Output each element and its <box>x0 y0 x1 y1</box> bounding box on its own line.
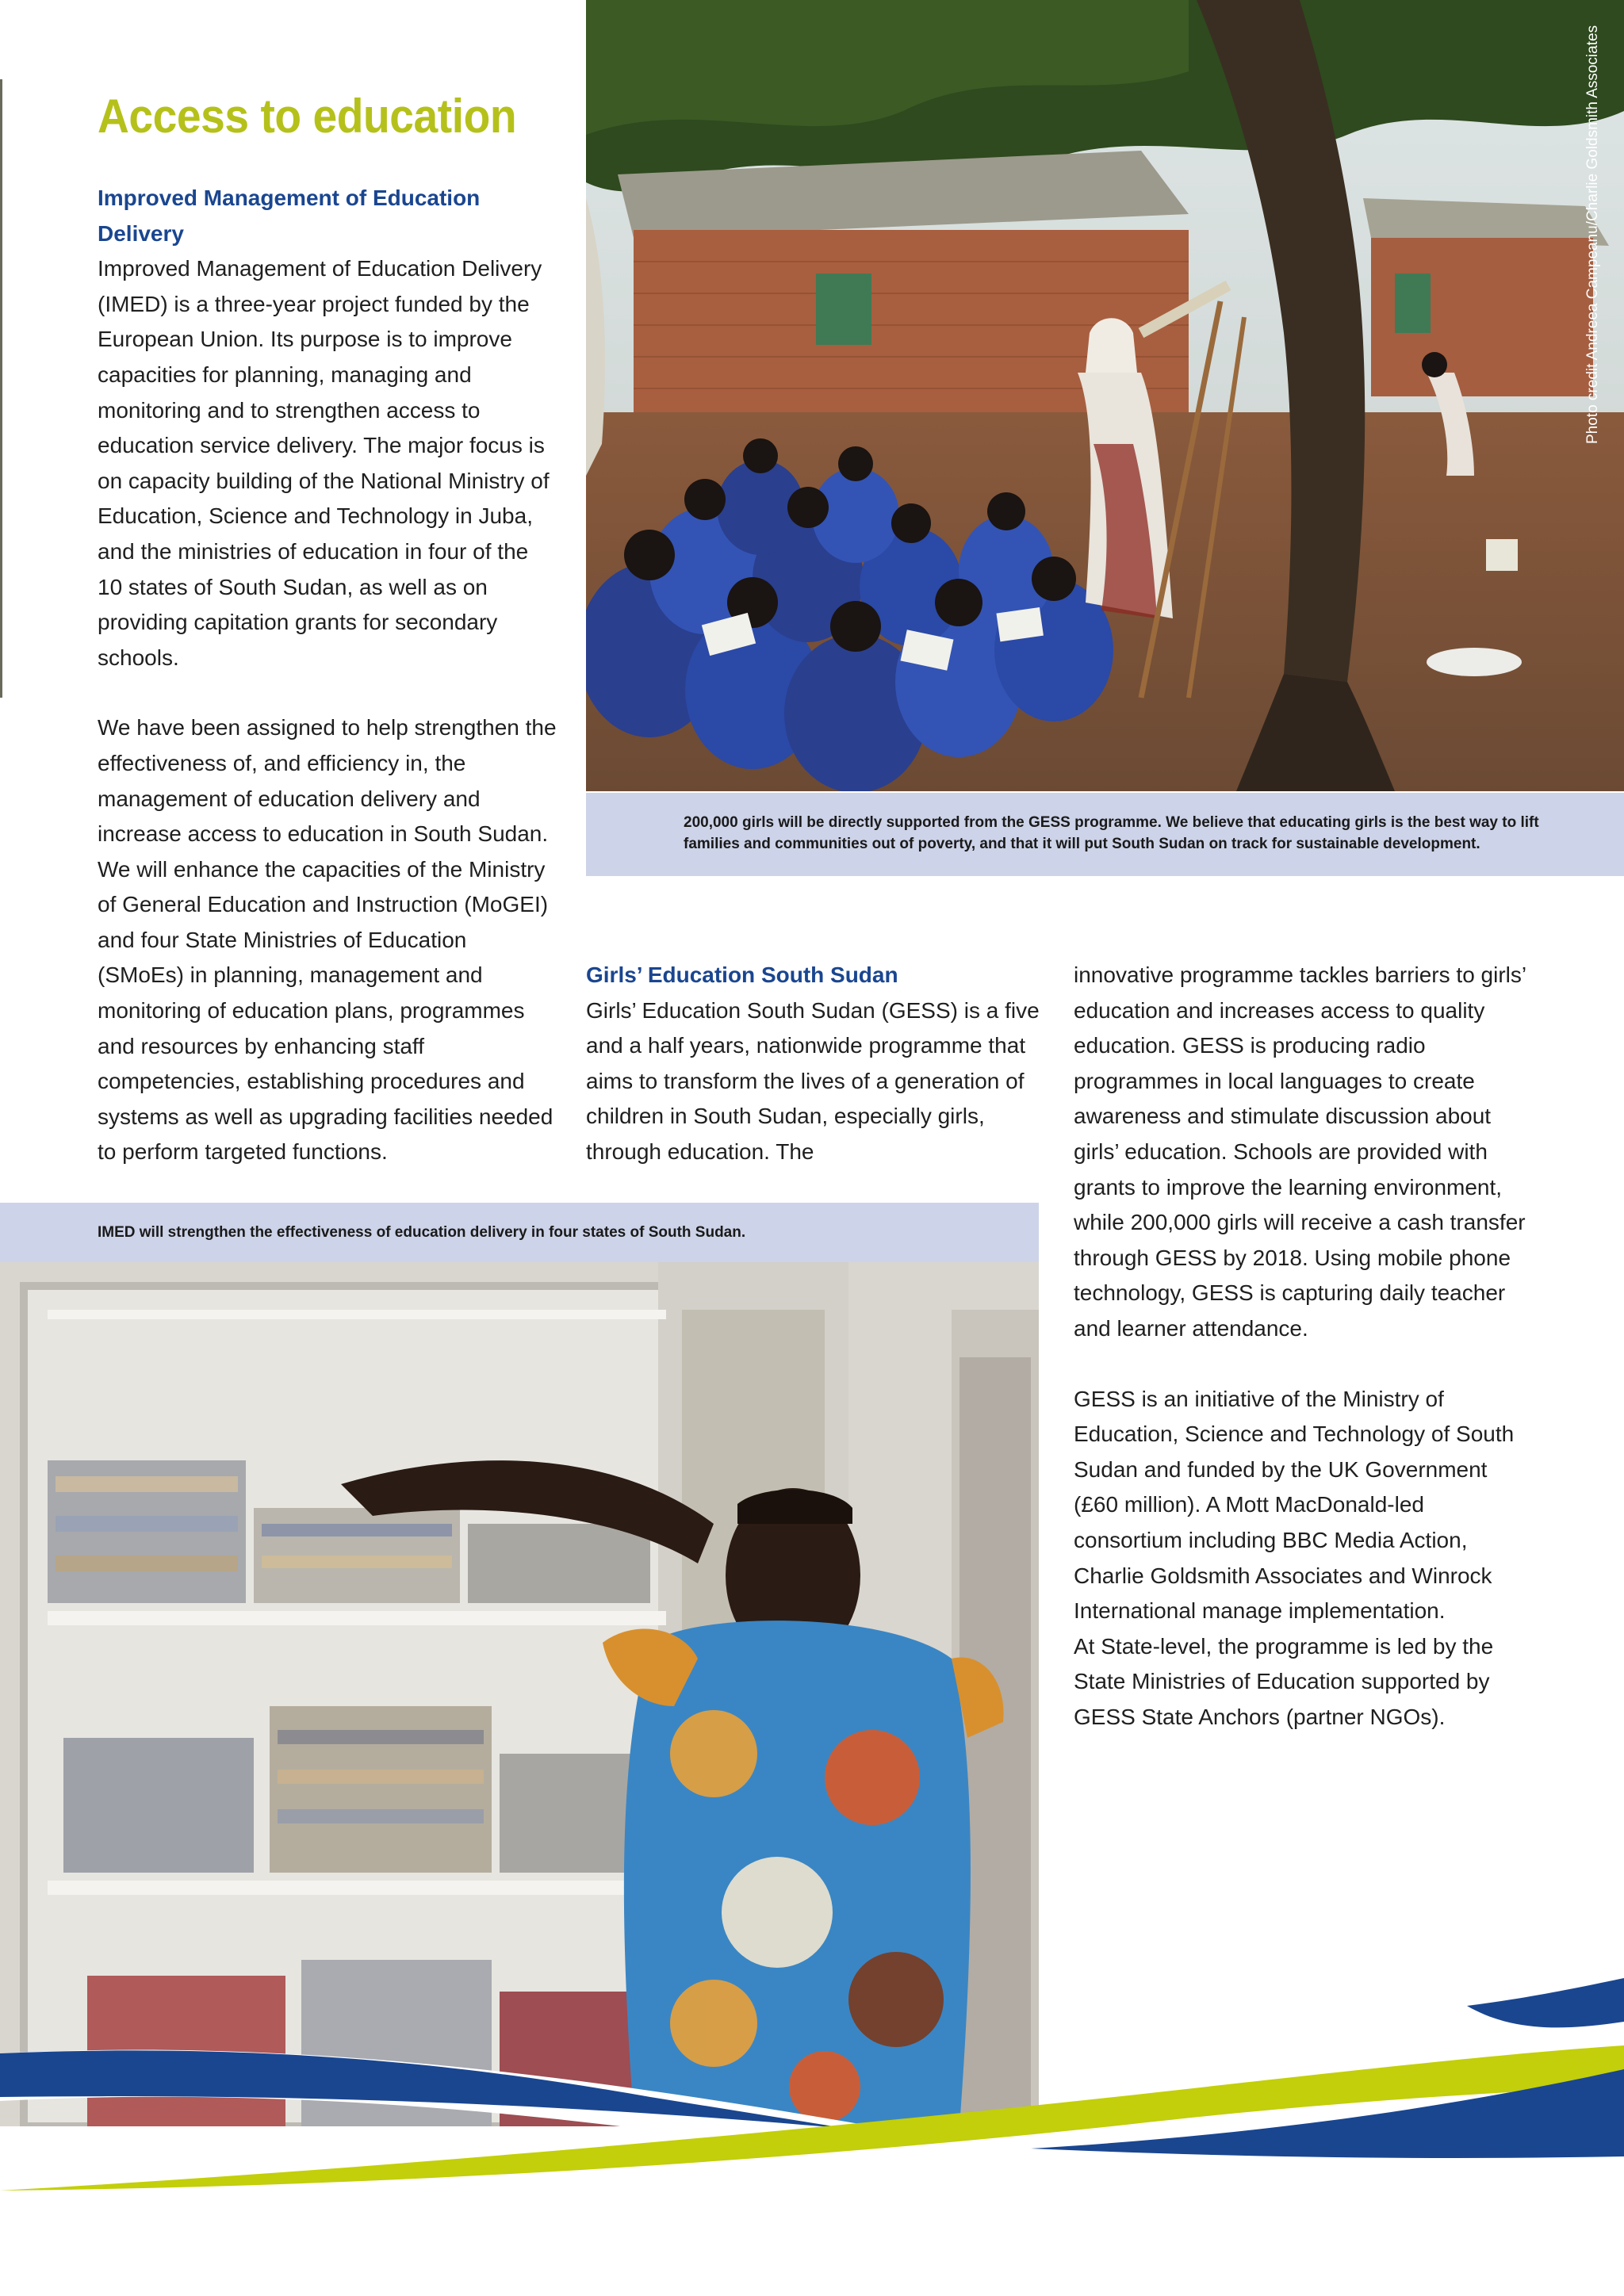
gess-paragraph-3: At State-level, the programme is led by the State Ministries of Education supported by GESS State Anchors (partner NGOs). <box>1074 1633 1494 1729</box>
caption-bottom-text: IMED will strengthen the effectiveness of education delivery in four states of South Sudan. <box>98 1224 746 1241</box>
gess-section <box>586 958 1046 1170</box>
photo-caption-top <box>586 793 1624 876</box>
outdoor-classroom-photo <box>586 0 1624 791</box>
imed-paragraph-2: We have been assigned to help strengthen the effectiveness of, and efficiency in, the management of education delivery and increase access to education in South Sudan. We will enhance the capacities of the Ministry of General Education and Instruction (MoGEI) and four State Ministries of Education (SMoEs) in planning, management and monitoring of education plans, programmes and resources by enhancing staff competencies, establishing procedures and systems as well as upgrading facilities needed to perform targeted functions. <box>98 715 557 1165</box>
gess-paragraph-1: Girls’ Education South Sudan (GESS) is a five and a half years, nationwide programme that aims to transform the lives of a generation of children in South Sudan, especially girls, through education. The <box>586 997 1040 1164</box>
paragraph-gap <box>1074 1347 1534 1382</box>
imed-section <box>98 181 559 1170</box>
imed-heading: Improved Management of Education Delivery <box>98 186 481 246</box>
paragraph-gap <box>98 675 559 710</box>
imed-paragraph-1: Improved Management of Education Delivery (IMED) is a three-year project funded by the European Union. Its purpose is to improve capacities for planning, managing and monitoring and to strengthen access to education service delivery. The major focus is on capacity building of the National Ministry of Education, Science and Technology in Juba, and the ministries of education in four of the 10 states of South Sudan, as well as on providing capitation grants for secondary schools. <box>98 256 550 670</box>
gess-paragraph-1-continued: innovative programme tackles barriers to girls’ education and increases access to quality education. GESS is producing radio programmes in local languages to create awareness and stimulate discussion about girls’ education. Schools are provided with grants to improve the learning environment, while 200,000 girls will receive a cash transfer through GESS by 2018. Using mobile phone technology, GESS is capturing daily teacher and learner attendance. <box>1074 962 1526 1341</box>
photo-credit-text: Photo credit Andreea Campeanu/Charlie Goldsmith Associates <box>1584 25 1601 444</box>
left-edge-photo-strip <box>0 79 2 698</box>
decorative-swoosh <box>0 1966 1624 2296</box>
outdoor-classroom-illustration <box>586 0 1624 791</box>
gess-paragraph-2: GESS is an initiative of the Ministry of Education, Science and Technology of South Sudan and funded by the UK Government (£60 million). A Mott MacDonald-led consortium including BBC Media Action, Charlie Goldsmith Associates and Winrock International manage implementation. <box>1074 1386 1515 1624</box>
photo-caption-bottom <box>0 1203 1039 1262</box>
caption-top-text: 200,000 girls will be directly supported from the GESS programme. We believe that educating girls is the best way to lift families and communities out of poverty, and that it will put South Sudan on track for sustainable development. <box>684 814 1539 852</box>
page-title: Access to education <box>98 90 517 143</box>
gess-heading: Girls’ Education South Sudan <box>586 962 898 987</box>
gess-section-continued <box>1074 958 1534 1735</box>
